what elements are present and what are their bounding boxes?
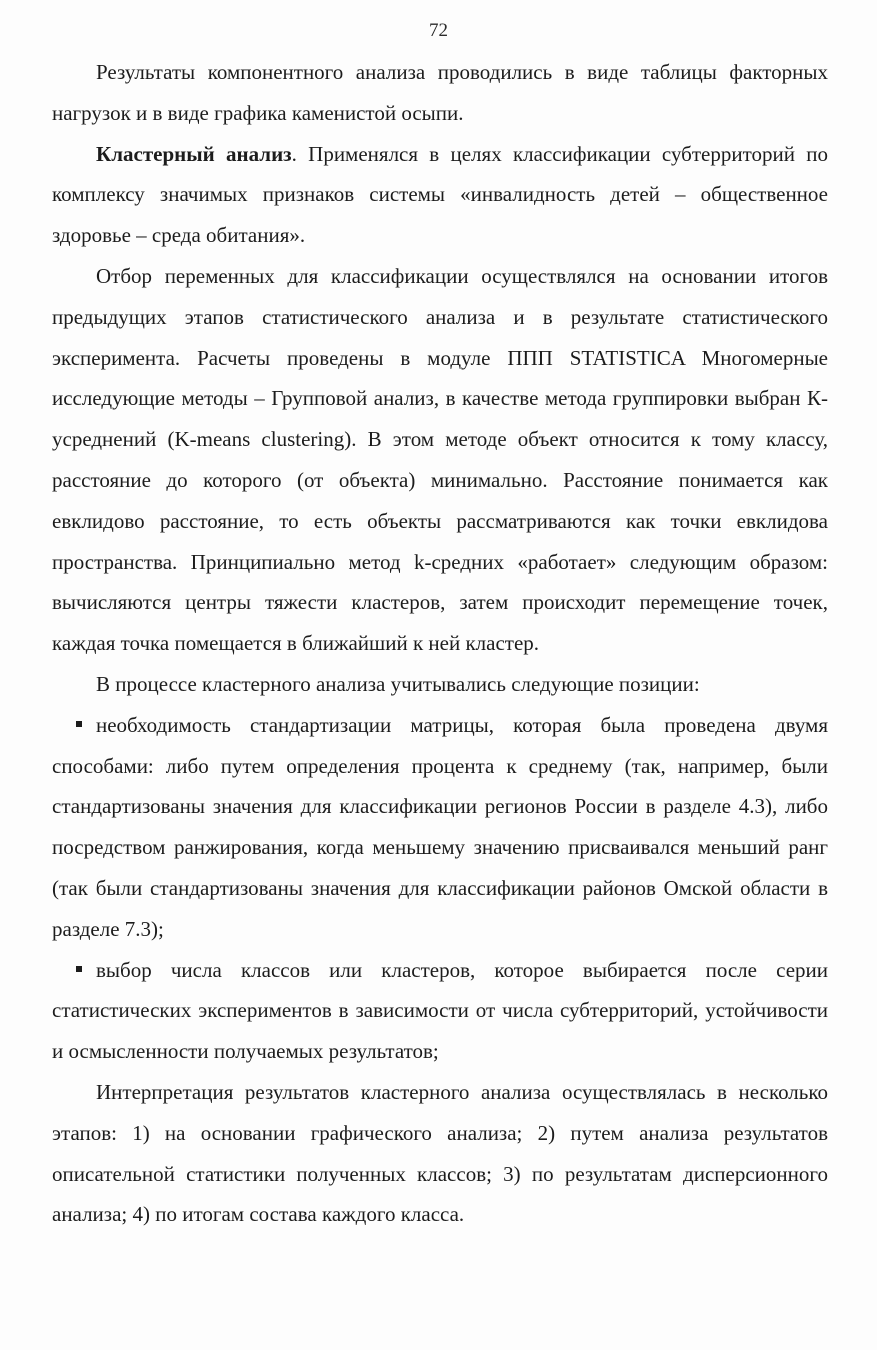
page-body: [52, 52, 828, 1235]
page-number: 72: [429, 20, 448, 41]
bullet-icon: [76, 721, 82, 727]
list-item: [52, 705, 828, 950]
bullet-text-standardization: необходимость стандартизации матрицы, которая была проведена двумя способами: либо путем определения процента к среднему (так, например, были стандартизованы значения для классификации регионов России в разделе 4.3), либо посредством ранжирования, когда меньшему значению присваивался меньший ранг (так были стандартизованы значения для классификации районов Омской области в разделе 7.3);: [52, 712, 828, 941]
cluster-analysis-text: . Применялся в целях классификации субтерриторий по комплексу значимых признаков системы «инвалидность детей – общественное здоровье – среда обитания».: [52, 141, 828, 248]
cluster-analysis-heading: Кластерный анализ: [96, 141, 292, 166]
paragraph-cluster-analysis: [52, 134, 828, 256]
paragraph-positions-intro: В процессе кластерного анализа учитывались следующие позиции:: [96, 671, 700, 696]
paragraph-variable-selection: Отбор переменных для классификации осуществлялся на основании итогов предыдущих этапов статистического анализа и в результате статистического эксперимента. Расчеты проведены в модуле ППП STATISTICA Многомерные исследующие методы – Групповой анализ, в качестве метода группировки выбран К-усреднений (K-means clustering). В этом методе объект относится к тому классу, расстояние до которого (от объекта) минимально. Расстояние понимается как евклидово расстояние, то есть объекты рассматриваются как точки евклидова пространства. Принципиально метод k-средних «работает» следующим образом: вычисляются центры тяжести кластеров, затем происходит перемещение точек, каждая точка помещается в ближайший к ней кластер.: [52, 263, 828, 656]
list-item: [52, 950, 828, 1072]
paragraph-interpretation: Интерпретация результатов кластерного анализа осуществлялась в несколько этапов: 1) на основании графического анализа; 2) путем анализа результатов описательной статистики полученных классов; 3) по результатам дисперсионного анализа; 4) по итогам состава каждого класса.: [52, 1079, 828, 1227]
bullet-icon: [76, 966, 82, 972]
paragraph-component-analysis: Результаты компонентного анализа проводились в виде таблицы факторных нагрузок и в виде графика каменистой осыпи.: [52, 60, 828, 125]
bullet-text-cluster-count: выбор числа классов или кластеров, которое выбирается после серии статистических экспериментов в зависимости от числа субтерриторий, устойчивости и осмысленности получаемых результатов;: [52, 957, 828, 1064]
